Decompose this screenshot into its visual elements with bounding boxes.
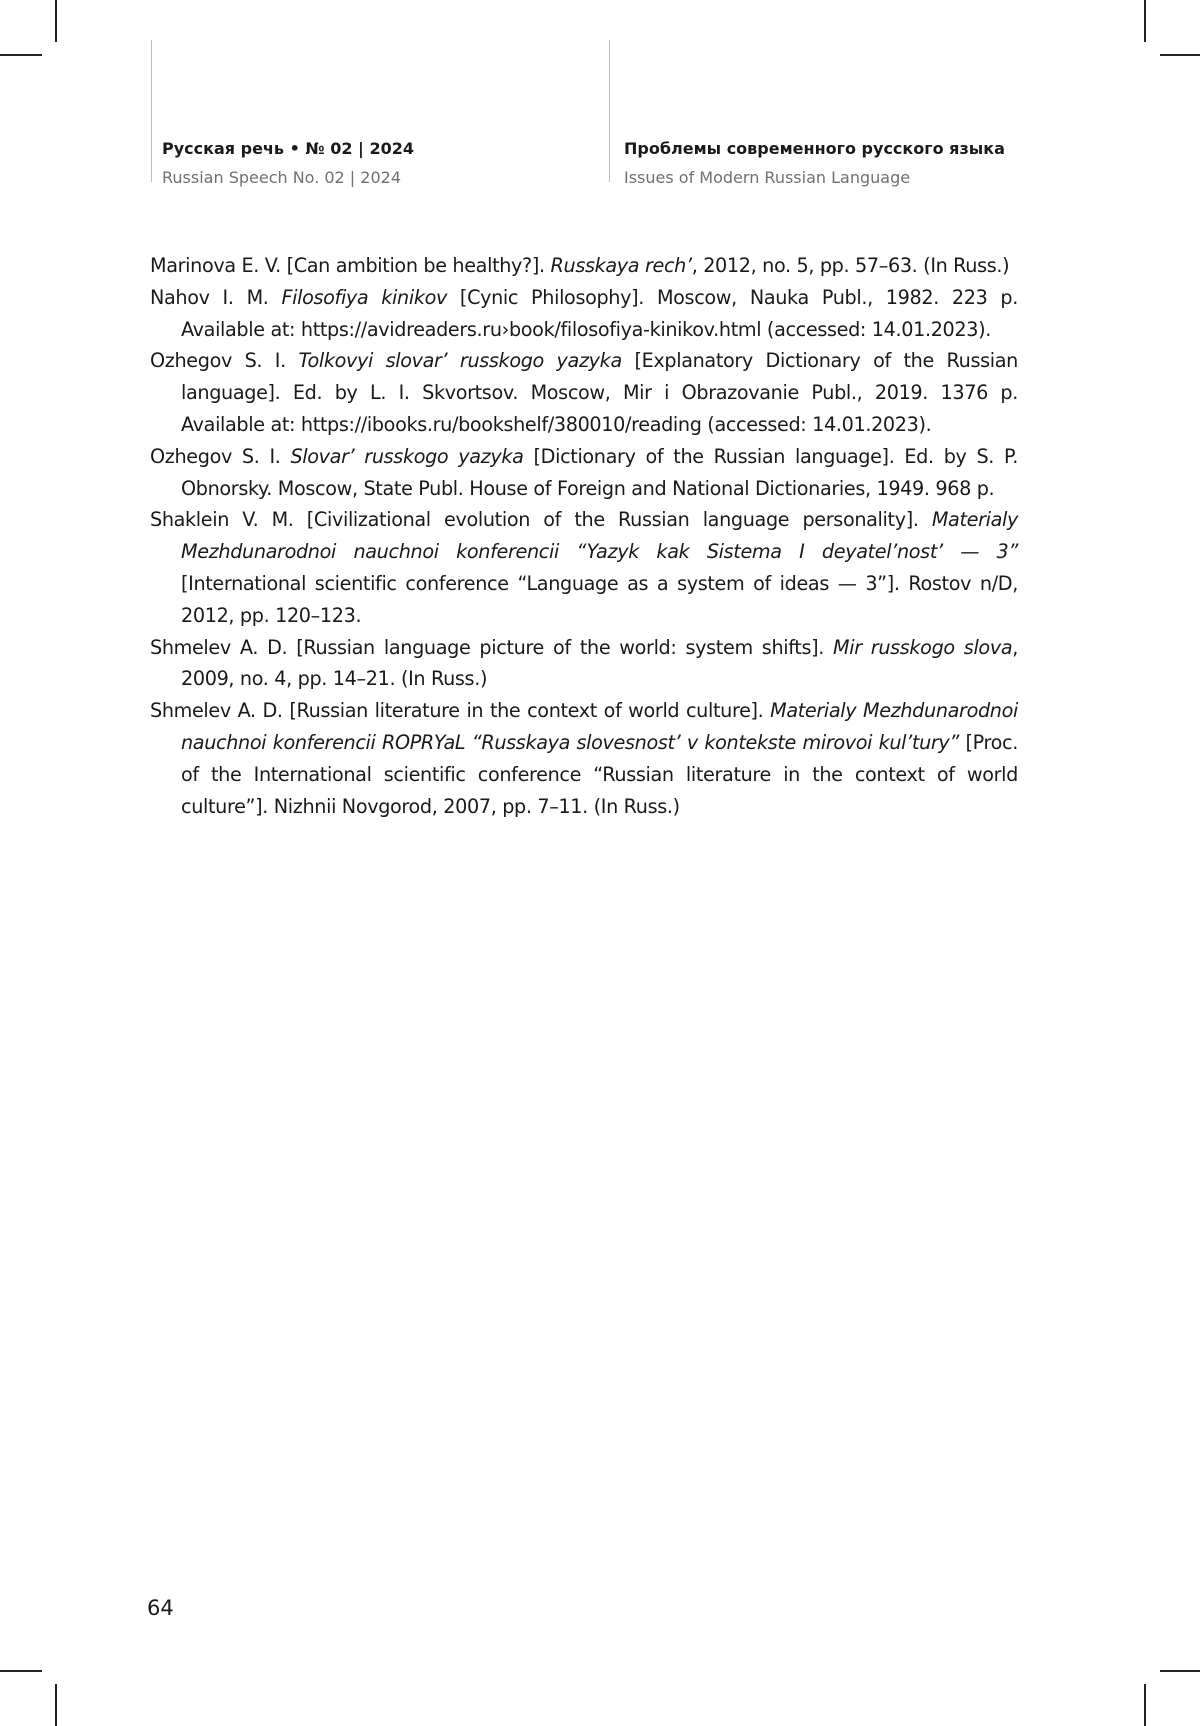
crop-mark xyxy=(55,1684,57,1726)
reference-entry: Shmelev A. D. [Russian language picture of the world: system shifts]. Mir russkogo slova, 2009, no. 4, pp. 14–21. (In Russ.) xyxy=(150,635,1018,691)
crop-mark xyxy=(1160,54,1200,56)
reference-entry: Ozhegov S. I. Tolkovyi slovar’ russkogo yazyka [Explanatory Dictionary of the Russian language]. Ed. by L. I. Skvortsov. Moscow, Mir i Obrazovanie Publ., 2019. 1376 p. Available at: https://ibooks.ru/bookshelf/380010/reading (accessed: 14.01.2023). xyxy=(150,349,1018,436)
reference-entry: Shaklein V. M. [Civilizational evolution of the Russian language personality]. Materialy Mezhdunarodnoi nauchnoi konferencii “Yazyk kak Sistema I deyatel’nost’ — 3” [International scientific conference “Language as a system of ideas — 3”]. Rostov n/D, 2012, pp. 120–123. xyxy=(150,508,1018,627)
running-head-journal xyxy=(162,134,414,192)
section-title-english: Issues of Modern Russian Language xyxy=(624,168,911,187)
crop-mark xyxy=(1160,1670,1200,1672)
section-title: Проблемы современного русского языка xyxy=(624,139,1005,158)
reference-entry: Ozhegov S. I. Slovar’ russkogo yazyka [Dictionary of the Russian language]. Ed. by S. P. Obnorsky. Moscow, State Publ. House of Foreign and National Dictionaries, 1949. 968 p. xyxy=(150,444,1018,500)
running-head-section xyxy=(624,134,1005,192)
reference-entry: Shmelev A. D. [Russian literature in the context of world culture]. Materialy Mezhdunarodnoi nauchnoi konferencii ROPRYaL “Russkaya slovesnost’ v kontekste mirovoi kul’tury” [Proc. of the International scientific conference “Russian literature in the context of world culture”]. Nizhnii Novgorod, 2007, pp. 7–11. (In Russ.) xyxy=(150,699,1018,818)
journal-title-english: Russian Speech No. 02 | 2024 xyxy=(162,168,401,187)
crop-mark xyxy=(1144,0,1146,42)
reference-entry: Marinova E. V. [Can ambition be healthy?]. Russkaya rech’, 2012, no. 5, pp. 57–63. (In Russ.) xyxy=(150,254,1010,277)
header-rule-left xyxy=(151,40,152,182)
reference-list xyxy=(150,250,1018,822)
header-rule-right xyxy=(609,40,610,182)
crop-mark xyxy=(1144,1684,1146,1726)
crop-mark xyxy=(0,54,42,56)
crop-mark xyxy=(0,1670,42,1672)
crop-mark xyxy=(55,0,57,42)
reference-entry: Nahov I. M. Filosofiya kinikov [Cynic Philosophy]. Moscow, Nauka Publ., 1982. 223 p. Available at: https://avidreaders.ru›book/filosofiya-kinikov.html (accessed: 14.01.2023). xyxy=(150,285,1018,341)
journal-title: Русская речь • № 02 | 2024 xyxy=(162,139,414,158)
page-number: 64 xyxy=(147,1596,174,1620)
